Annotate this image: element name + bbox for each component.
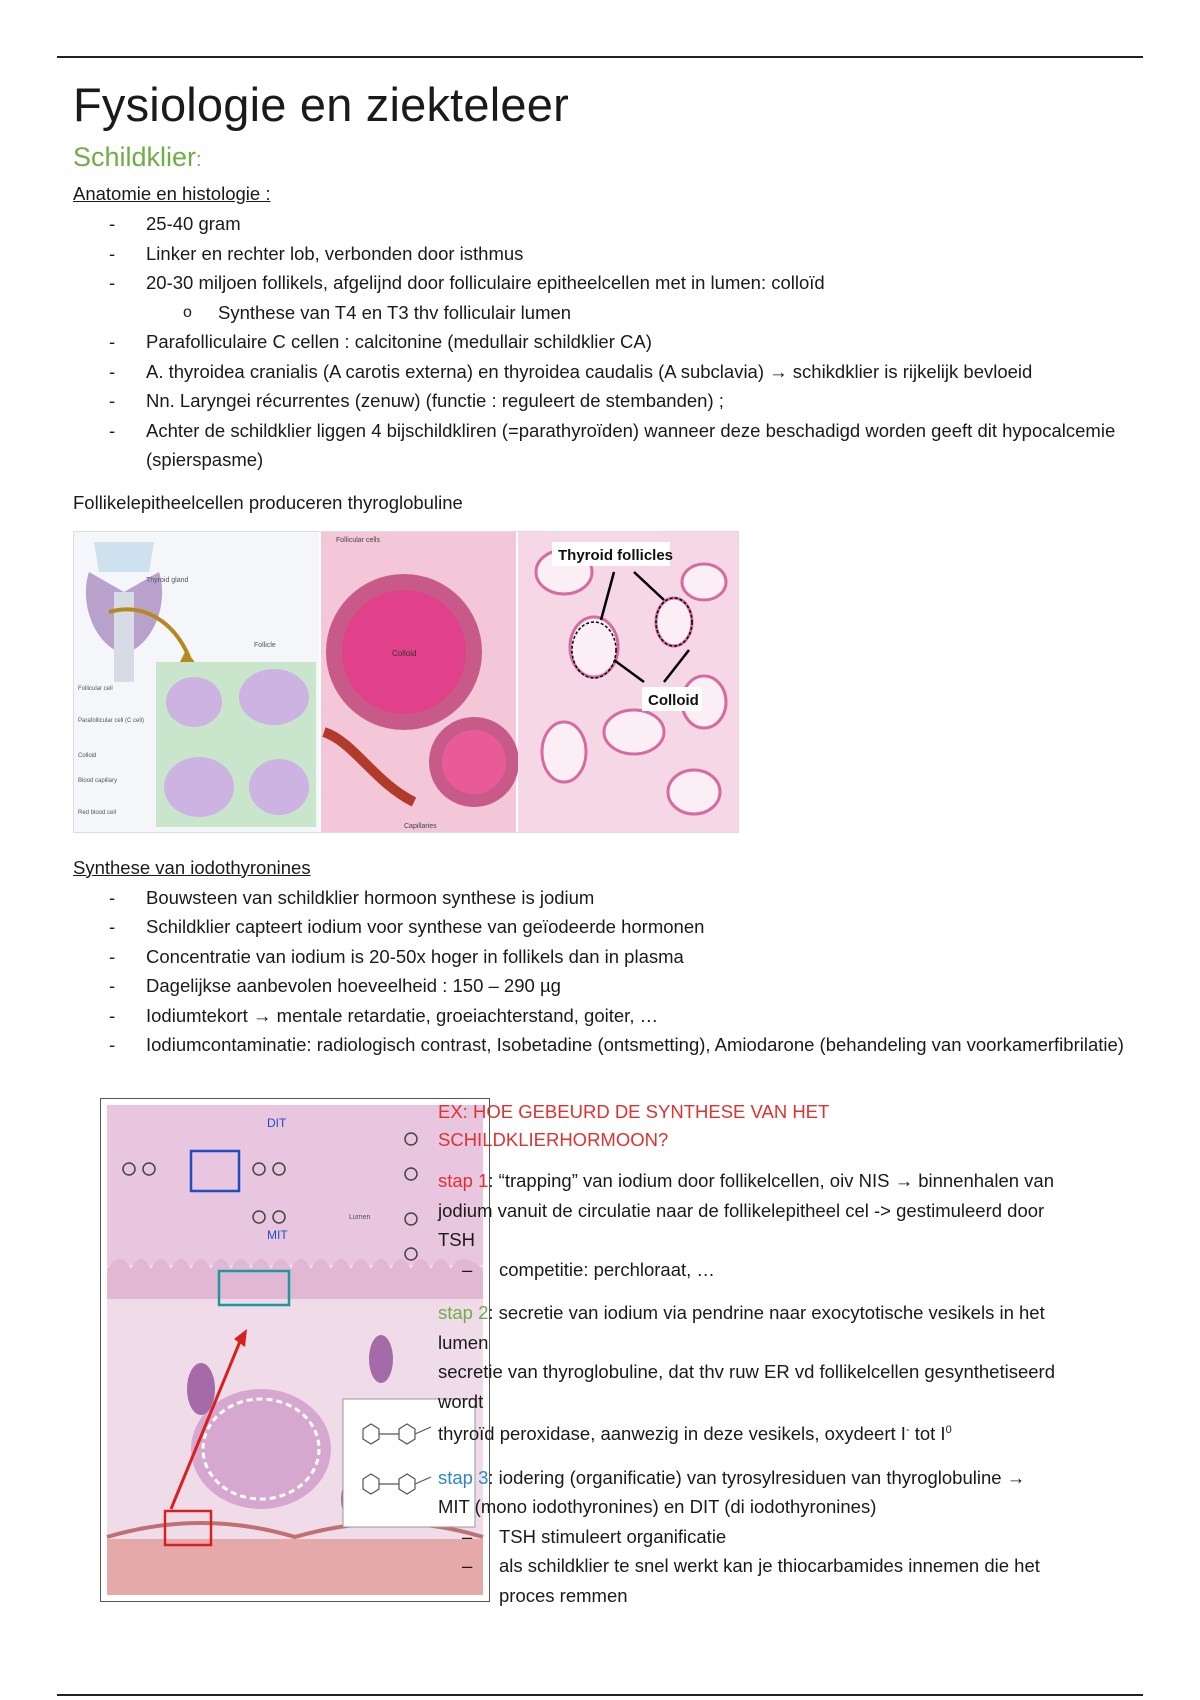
step-2-label: stap 2 bbox=[438, 1302, 489, 1323]
step-2-text-1: : secretie van iodium via pendrine naar exocytotische vesikels in het lumen bbox=[438, 1302, 1045, 1353]
step-1-text: : “trapping” van iodium door follikelcellen, oiv NIS → binnenhalen van jodium vanuit de circulatie naar de follikelepitheel cel -> gestimuleerd door TSH bbox=[438, 1170, 1054, 1250]
anatomy-note: Follikelepitheelcellen produceren thyroglobuline bbox=[73, 491, 463, 513]
label-colloid-middle: Colloid bbox=[392, 648, 417, 658]
label-capillaries: Capillaries bbox=[404, 822, 437, 830]
label-colloid-right: Colloid bbox=[648, 691, 699, 709]
diagram-label-dit: DIT bbox=[267, 1116, 287, 1130]
label-thyroid-gland: Thyroid gland bbox=[146, 576, 189, 584]
section-heading bbox=[73, 140, 1133, 177]
page-content bbox=[73, 76, 1133, 1060]
list-item: - Concentratie van iodium is 20-50x hoger in follikels dan in plasma bbox=[73, 942, 1133, 972]
list-item: - Nn. Laryngei récurrentes (zenuw) (functie : reguleert de stembanden) ; bbox=[73, 386, 1133, 416]
step-2 bbox=[438, 1298, 1058, 1449]
section-label: Schildklier bbox=[73, 142, 197, 172]
label-colloid-left: Colloid bbox=[78, 752, 97, 759]
step-1 bbox=[438, 1166, 1058, 1284]
page-title: Fysiologie en ziekteleer bbox=[73, 78, 569, 131]
list-item: - Iodiumtekort → mentale retardatie, groeiachterstand, goiter, … bbox=[73, 1001, 1133, 1031]
section-colon: : bbox=[196, 149, 202, 171]
histology-illustration bbox=[74, 532, 738, 832]
label-thyroid-follicles: Thyroid follicles bbox=[558, 546, 674, 564]
label-parafollicular-cell: Parafollicular cell (C cell) bbox=[78, 717, 145, 724]
list-item: - 20-30 miljoen follikels, afgelijnd door folliculaire epitheelcellen met in lumen: colloïd bbox=[73, 268, 1133, 298]
synthesis-explanation bbox=[438, 1098, 1058, 1610]
diagram-label-mit: MIT bbox=[267, 1228, 288, 1242]
step-2-sup-1: - bbox=[905, 1424, 910, 1436]
step-2-tot: tot I bbox=[909, 1423, 946, 1445]
label-blood-capillary: Blood capillary bbox=[78, 777, 118, 784]
synthesis-illustration bbox=[101, 1099, 489, 1601]
label-follicular-cells: Follicular cells bbox=[336, 536, 380, 544]
step-3-text: : iodering (organificatie) van tyrosylresiduen van thyroglobuline → MIT (mono iodothyronines) en DIT (di iodothyronines) bbox=[438, 1466, 1026, 1518]
synthesis-list bbox=[73, 883, 1133, 1060]
label-follicular-cell: Follicular cell bbox=[78, 685, 113, 692]
step-1-label: stap 1 bbox=[438, 1170, 489, 1191]
list-item: - Iodiumcontaminatie: radiologisch contrast, Isobetadine (ontsmetting), Amiodarone (behandeling van voorkamerfibrilatie) bbox=[73, 1030, 1133, 1060]
step-2-text-3: thyroïd peroxidase, aanwezig in deze vesikels, oxydeert I bbox=[438, 1423, 906, 1445]
label-follicle: Follicle bbox=[254, 641, 276, 649]
step-2-sup-2: 0 bbox=[945, 1424, 952, 1436]
step-3-label: stap 3 bbox=[438, 1466, 489, 1488]
list-subitem: o Synthese van T4 en T3 thv folliculair lumen bbox=[73, 298, 1133, 328]
anatomy-list bbox=[73, 209, 1133, 475]
bottom-rule bbox=[57, 1694, 1143, 1696]
anatomy-heading: Anatomie en histologie : bbox=[73, 183, 271, 204]
step-2-text-2: secretie van thyroglobuline, dat thv ruw ER vd follikelcellen gesynthetiseerd wordt bbox=[438, 1361, 1055, 1412]
list-item: - Achter de schildklier liggen 4 bijschildkliren (=parathyroïden) wanneer deze beschadigd worden geeft dit hypocalcemie (spierspasme) bbox=[73, 416, 1133, 475]
list-item: - Parafolliculaire C cellen : calcitonine (medullair schildklier CA) bbox=[73, 327, 1133, 357]
list-item: - 25-40 gram bbox=[73, 209, 1133, 239]
ex-title: EX: HOE GEBEURD DE SYNTHESE VAN HET SCHILDKLIERHORMOON? bbox=[438, 1101, 829, 1150]
list-item: – competitie: perchloraat, … bbox=[438, 1255, 1058, 1285]
list-item: - Dagelijkse aanbevolen hoeveelheid : 150 – 290 µg bbox=[73, 971, 1133, 1001]
list-item: - Schildklier capteert iodium voor synthese van geïodeerde hormonen bbox=[73, 912, 1133, 942]
step-3-list bbox=[438, 1522, 1058, 1611]
synthesis-heading: Synthese van iodothyronines bbox=[73, 856, 311, 878]
list-item: - Bouwsteen van schildklier hormoon synthese is jodium bbox=[73, 883, 1133, 913]
label-red-blood-cell: Red blood cell bbox=[78, 809, 117, 816]
diagram-label-lumen: Lumen bbox=[349, 1214, 371, 1221]
list-item: - Linker en rechter lob, verbonden door isthmus bbox=[73, 239, 1133, 269]
step-1-list bbox=[438, 1255, 1058, 1285]
hormone-synthesis-diagram bbox=[100, 1098, 490, 1602]
list-item: - A. thyroidea cranialis (A carotis externa) en thyroidea caudalis (A subclavia) → schikdklier is rijkelijk bevloeid bbox=[73, 357, 1133, 387]
top-rule bbox=[57, 56, 1143, 58]
list-item: – als schildklier te snel werkt kan je thiocarbamides innemen die het proces remmen bbox=[438, 1551, 1058, 1610]
thyroid-histology-figure bbox=[73, 531, 739, 833]
list-item: – TSH stimuleert organificatie bbox=[438, 1522, 1058, 1552]
step-3 bbox=[438, 1463, 1058, 1611]
